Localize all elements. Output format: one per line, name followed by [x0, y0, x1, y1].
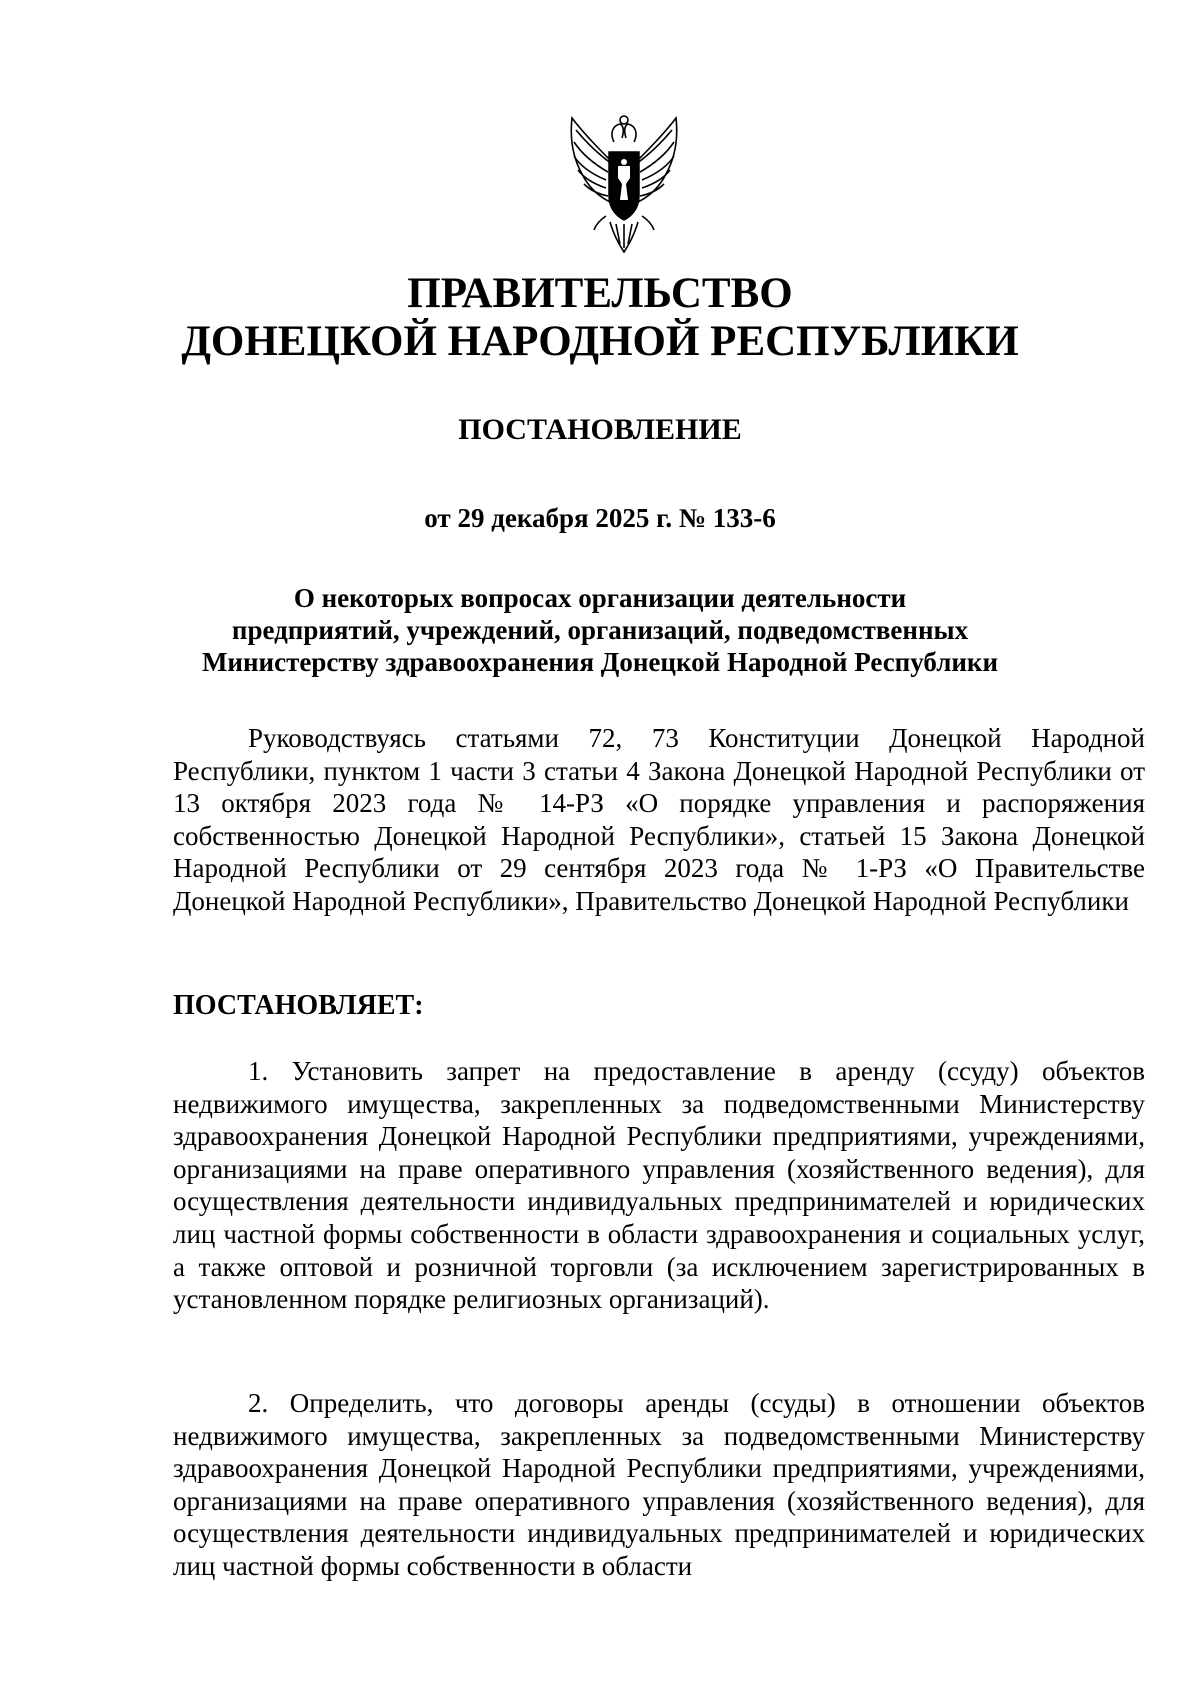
government-title-line2: ДОНЕЦКОЙ НАРОДНОЙ РЕСПУБЛИКИ: [181, 318, 1019, 365]
government-title: [0, 270, 1200, 366]
resolves-heading: ПОСТАНОВЛЯЕТ:: [173, 990, 424, 1021]
date-and-number: от 29 декабря 2025 г. № 133-6: [424, 503, 776, 533]
coat-of-arms-icon: [562, 112, 686, 260]
subject-line3: Министерству здравоохранения Донецкой Народной Республики: [201, 647, 999, 677]
item-1-paragraph: 1. Установить запрет на предоставление в аренду (ссуду) объектов недвижимого имущества, закрепленных за подведомственными Министерству здравоохранения Донецкой Народной Республики предприятиями, учреждениями, организациями на праве оперативного управления (хозяйственного ведения), для осуществления деятельности индивидуальных предпринимателей и юридических лиц частной формы собственности в области здравоохранения и социальных услуг, а также оптовой и розничной торговли (за исключением зарегистрированных в установленном порядке религиозных организаций).: [173, 1056, 1145, 1315]
preamble-paragraph: Руководствуясь статьями 72, 73 Конституции Донецкой Народной Республики, пунктом 1 части 3 статьи 4 Закона Донецкой Народной Республики от 13 октября 2023 года № 14-РЗ «О порядке управления и распоряжения собственностью Донецкой Народной Республики», статьей 15 Закона Донецкой Народной Республики от 29 сентября 2023 года № 1-РЗ «О Правительстве Донецкой Народной Республики», Правительство Донецкой Народной Республики: [173, 723, 1145, 916]
document-subject: [0, 582, 1200, 678]
item-2-paragraph: 2. Определить, что договоры аренды (ссуды) в отношении объектов недвижимого имущества, закрепленных за подведомственными Министерству здравоохранения Донецкой Народной Республики предприятиями, учреждениями, организациями на праве оперативного управления (хозяйственного ведения), для осуществления деятельности индивидуальных предпринимателей и юридических лиц частной формы собственности в области: [173, 1388, 1145, 1581]
government-title-line1: ПРАВИТЕЛЬСТВО: [407, 270, 793, 317]
subject-line1: О некоторых вопросах организации деятельности: [293, 583, 907, 613]
subject-line2: предприятий, учреждений, организаций, подведомственных: [231, 615, 969, 645]
document-type: ПОСТАНОВЛЕНИЕ: [458, 413, 742, 446]
